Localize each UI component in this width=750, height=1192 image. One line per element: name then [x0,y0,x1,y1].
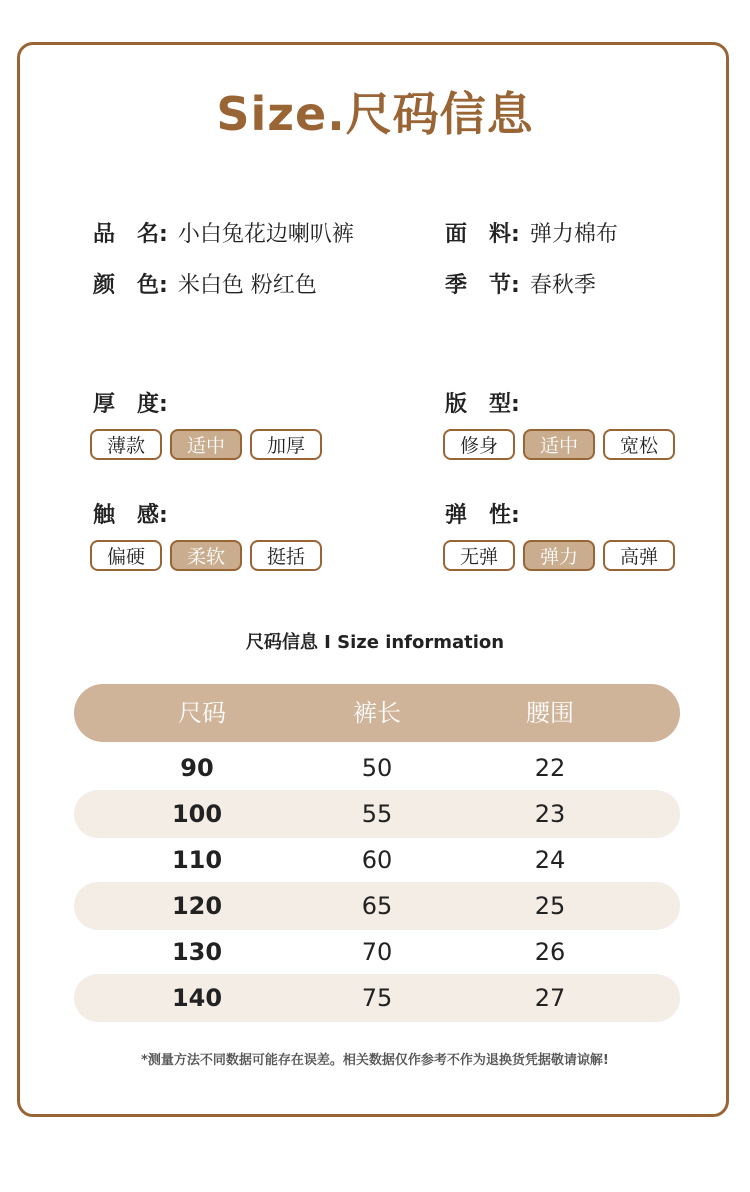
size-table-header [74,684,680,742]
cell-length: 65 [361,892,393,920]
info-value: 弹力棉布 [529,222,618,247]
attr-options-elasticity [443,540,675,571]
disclaimer-note: *测量方法不同数据可能存在误差。相关数据仅作参考不作为退换货凭据敬请谅解! [141,1053,609,1068]
option-pill: 弹力 [523,540,595,571]
cell-waist: 26 [534,938,566,966]
info-color [93,268,317,299]
attr-options-thickness [90,429,322,460]
cell-size: 130 [171,938,223,966]
table-row [74,744,680,792]
cell-waist: 22 [534,754,566,782]
attr-options-fit [443,429,675,460]
column-header-length: 裤长 [353,699,401,727]
cell-size: 120 [171,892,223,920]
option-pill: 无弹 [443,540,515,571]
info-fabric [445,217,618,248]
cell-size: 110 [171,846,223,874]
option-pill: 适中 [523,429,595,460]
option-pill: 加厚 [250,429,322,460]
info-product-name [93,217,354,248]
column-header-size: 尺码 [178,699,226,727]
option-pill: 挺括 [250,540,322,571]
cell-size: 140 [171,984,223,1012]
table-row [74,882,680,930]
column-header-waist: 腰围 [526,699,574,727]
page-title: Size.尺码信息 [216,87,534,141]
info-label: 颜 色: [93,273,168,298]
attr-options-touch [90,540,322,571]
info-label: 面 料: [445,222,520,247]
info-value: 米白色 粉红色 [177,273,317,298]
info-label: 季 节: [445,273,520,298]
option-pill: 宽松 [603,429,675,460]
cell-waist: 25 [534,892,566,920]
info-value: 春秋季 [529,273,596,298]
cell-length: 75 [361,984,393,1012]
table-row [74,974,680,1022]
cell-waist: 24 [534,846,566,874]
info-season [445,268,596,299]
cell-size: 100 [171,800,223,828]
table-row [74,836,680,884]
info-value: 小白兔花边喇叭裤 [177,222,354,247]
option-pill: 偏硬 [90,540,162,571]
option-pill: 适中 [170,429,242,460]
attr-label-elasticity: 弹 性: [445,503,520,528]
attr-label-touch: 触 感: [93,503,168,528]
cell-length: 50 [361,754,393,782]
table-row [74,928,680,976]
option-pill: 高弹 [603,540,675,571]
size-section-title: 尺码信息 I Size information [245,632,505,653]
cell-waist: 27 [534,984,566,1012]
option-pill: 薄款 [90,429,162,460]
attr-label-fit: 版 型: [445,392,520,417]
option-pill: 修身 [443,429,515,460]
cell-size: 90 [180,754,214,782]
option-pill: 柔软 [170,540,242,571]
table-row [74,790,680,838]
attr-label-thickness: 厚 度: [93,392,168,417]
info-label: 品 名: [93,222,168,247]
cell-length: 70 [361,938,393,966]
cell-length: 55 [361,800,393,828]
cell-waist: 23 [534,800,566,828]
cell-length: 60 [361,846,393,874]
